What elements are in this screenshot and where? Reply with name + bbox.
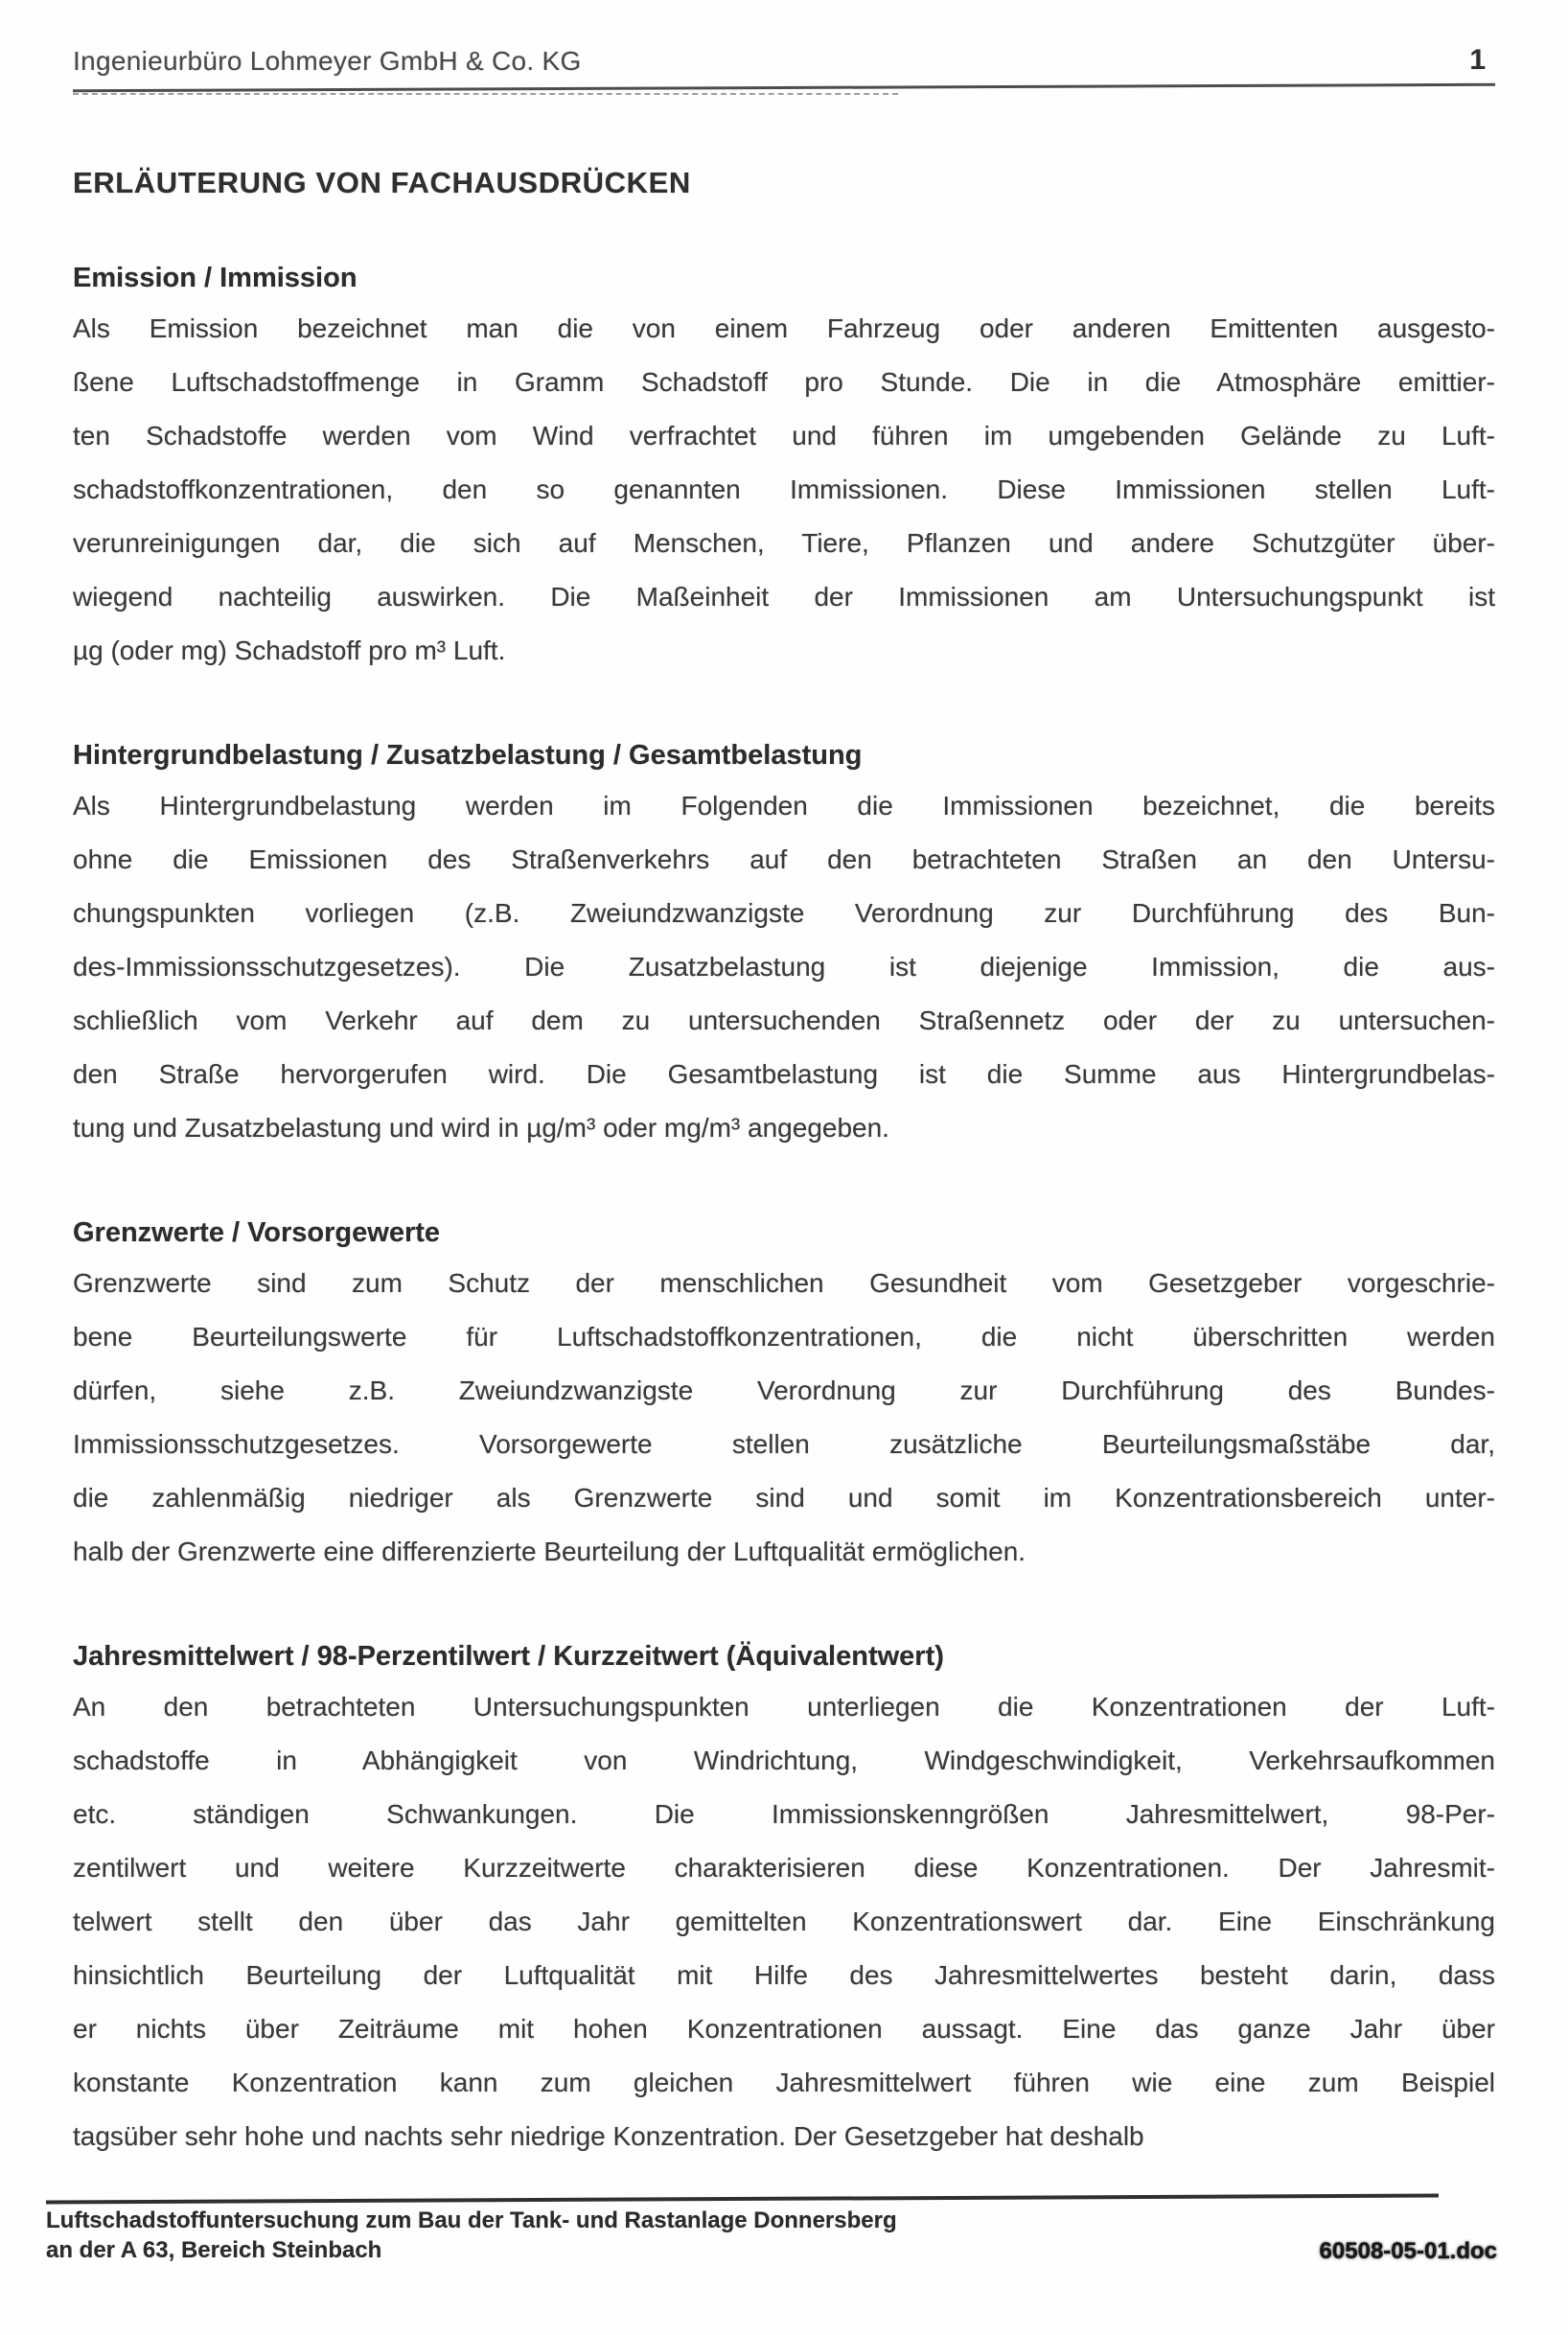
text-line: Als Emission bezeichnet man die von einem Fahrzeug oder anderen Emittenten ausgesto- [73, 313, 1495, 343]
footer-project-line1: Luftschadstoffuntersuchung zum Bau der Tank- und Rastanlage Donnersberg [46, 2208, 897, 2233]
text-line: konstante Konzentration kann zum gleichen Jahresmittelwert führen wie eine zum Beispiel [73, 2068, 1495, 2097]
text-line: die zahlenmäßig niedriger als Grenzwerte sind und somit im Konzentrationsbereich unter- [73, 1483, 1495, 1513]
text-line: verunreinigungen dar, die sich auf Menschen, Tiere, Pflanzen und andere Schutzgüter über- [73, 528, 1495, 558]
footer-project-line2: an der A 63, Bereich Steinbach [46, 2237, 382, 2263]
section-jahresmittelwert [73, 1632, 1495, 2163]
text-line: bene Beurteilungswerte für Luftschadstoffkonzentrationen, die nicht überschritten werden [73, 1322, 1495, 1352]
text-line: chungspunkten vorliegen (z.B. Zweiundzwanzigste Verordnung zur Durchführung des Bun- [73, 898, 1495, 928]
text-line: Immissionsschutzgesetzes. Vorsorgewerte stellen zusätzliche Beurteilungsmaßstäbe dar, [73, 1429, 1495, 1459]
footer-doc-number: 60508-05-01.doc [1319, 2238, 1497, 2264]
text-line: tung und Zusatzbelastung und wird in µg/m³ oder mg/m³ angegeben. [73, 1113, 889, 1143]
text-line: wiegend nachteilig auswirken. Die Maßeinheit der Immissionen am Untersuchungspunkt ist [73, 582, 1495, 612]
section-paragraph [73, 302, 1495, 678]
text-line: schadstoffkonzentrationen, den so genannten Immissionen. Diese Immissionen stellen Luft- [73, 474, 1495, 504]
text-line: hinsichtlich Beurteilung der Luftqualität mit Hilfe des Jahresmittelwertes besteht darin, dass [73, 1960, 1495, 1990]
text-line: ßene Luftschadstoffmenge in Gramm Schadstoff pro Stunde. Die in die Atmosphäre emittier- [73, 367, 1495, 397]
page-header [73, 44, 1495, 95]
page-footer [46, 2197, 1497, 2265]
text-line: Grenzwerte sind zum Schutz der menschlichen Gesundheit vom Gesetzgeber vorgeschrie- [73, 1268, 1495, 1298]
text-line: schließlich vom Verkehr auf dem zu untersuchenden Straßennetz oder der zu untersuchen- [73, 1006, 1495, 1035]
text-line: µg (oder mg) Schadstoff pro m³ Luft. [73, 636, 506, 665]
text-line: des-Immissionsschutzgesetzes). Die Zusatzbelastung ist diejenige Immission, die aus- [73, 952, 1495, 982]
text-line: schadstoffe in Abhängigkeit von Windrichtung, Windgeschwindigkeit, Verkehrsaufkommen [73, 1745, 1495, 1775]
footer-body [46, 2206, 1497, 2265]
text-line: ohne die Emissionen des Straßenverkehrs auf den betrachteten Straßen an den Untersu- [73, 844, 1495, 874]
text-line: dürfen, siehe z.B. Zweiundzwanzigste Verordnung zur Durchführung des Bundes- [73, 1376, 1495, 1405]
text-line: den Straße hervorgerufen wird. Die Gesamtbelastung ist die Summe aus Hintergrundbelas- [73, 1059, 1495, 1089]
footer-rule [46, 2193, 1439, 2204]
footer-project-title [46, 2206, 897, 2265]
text-line: ten Schadstoffe werden vom Wind verfrachtet und führen im umgebenden Gelände zu Luft- [73, 421, 1495, 451]
page-number: 1 [1469, 44, 1486, 76]
text-line: tagsüber sehr hohe und nachts sehr niedrige Konzentration. Der Gesetzgeber hat deshalb [73, 2121, 1144, 2151]
text-line: halb der Grenzwerte eine differenzierte Beurteilung der Luftqualität ermöglichen. [73, 1537, 1026, 1566]
section-grenzwerte [73, 1209, 1495, 1579]
section-emission-immission [73, 254, 1495, 678]
text-line: telwert stellt den über das Jahr gemittelten Konzentrationswert dar. Eine Einschränkung [73, 1907, 1495, 1936]
section-heading: Jahresmittelwert / 98-Perzentilwert / Kurzzeitwert (Äquivalentwert) [73, 1641, 944, 1672]
text-line: Als Hintergrundbelastung werden im Folgenden die Immissionen bezeichnet, die bereits [73, 791, 1495, 821]
section-hintergrundbelastung [73, 731, 1495, 1155]
text-line: zentilwert und weitere Kurzzeitwerte charakterisieren diese Konzentrationen. Der Jahresmit- [73, 1853, 1495, 1883]
text-line: An den betrachteten Untersuchungspunkten unterliegen die Konzentrationen der Luft- [73, 1692, 1495, 1722]
section-paragraph [73, 1680, 1495, 2163]
header-row [73, 44, 1495, 86]
section-paragraph [73, 779, 1495, 1155]
document-title: ERLÄUTERUNG VON FACHAUSDRÜCKEN [73, 166, 691, 199]
company-name: Ingenieurbüro Lohmeyer GmbH & Co. KG [73, 46, 582, 76]
section-heading: Grenzwerte / Vorsorgewerte [73, 1217, 441, 1248]
header-rule-dashes [73, 93, 898, 95]
section-heading: Emission / Immission [73, 263, 357, 293]
section-heading: Hintergrundbelastung / Zusatzbelastung / Gesamtbelastung [73, 740, 863, 771]
section-paragraph [73, 1257, 1495, 1579]
text-line: etc. ständigen Schwankungen. Die Immissionskenngrößen Jahresmittelwert, 98-Per- [73, 1799, 1495, 1829]
text-line: er nichts über Zeiträume mit hohen Konzentrationen aussagt. Eine das ganze Jahr über [73, 2014, 1495, 2044]
